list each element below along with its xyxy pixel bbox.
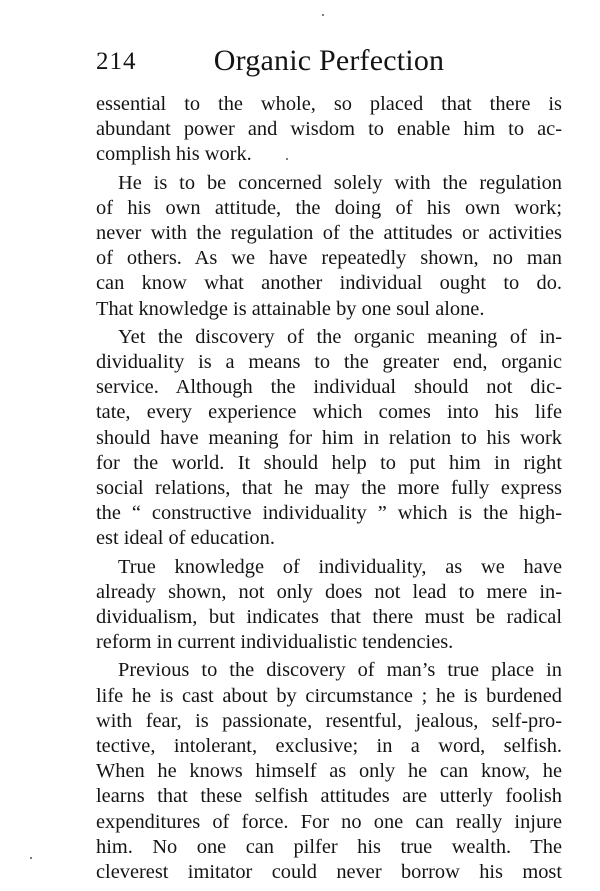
text-line: tective, intolerant, exclusive; in a word, selfish. xyxy=(96,735,562,758)
text-line: est ideal of education. xyxy=(96,527,275,550)
text-line: Yet the discovery of the organic meaning of in- xyxy=(118,325,562,348)
paper-speck xyxy=(30,857,32,859)
text-line: never with the regulation of the attitudes or activities xyxy=(96,222,562,245)
body-text xyxy=(96,92,562,888)
text-line: True knowledge of individuality, as we have xyxy=(118,555,562,578)
text-line: expenditures of force. For no one can really injure xyxy=(96,810,562,833)
text-line: abundant power and wisdom to enable him to ac- xyxy=(96,118,562,141)
text-line: essential to the whole, so placed that there is xyxy=(96,93,562,115)
text-line: That knowledge is attainable by one soul alone. xyxy=(96,297,485,320)
text-line: should have meaning for him in relation to his work xyxy=(96,426,562,449)
text-line: dividuality is a means to the greater end, organic xyxy=(96,351,562,374)
page-number: 214 xyxy=(96,48,137,75)
text-line: with fear, is passionate, resentful, jealous, self-pro- xyxy=(96,709,562,732)
text-line: service. Although the individual should not dic- xyxy=(96,376,562,399)
text-line: He is to be concerned solely with the regulation xyxy=(118,171,562,194)
paper-speck xyxy=(322,14,324,16)
text-line: the “ constructive individuality ” which is the high- xyxy=(96,502,562,525)
text-line: reform in current individualistic tendencies. xyxy=(96,631,454,654)
text-line: of others. As we have repeatedly shown, no man xyxy=(96,247,562,270)
text-line: complish his work. xyxy=(96,143,252,166)
paragraph xyxy=(96,92,562,168)
text-line: already shown, not only does not lead to mere in- xyxy=(96,580,562,603)
text-line: him. No one can pilfer his true wealth. The xyxy=(96,835,562,858)
text-line: social relations, that he may the more fully express xyxy=(96,477,562,500)
paragraph xyxy=(96,325,562,552)
text-line: life he is cast about by circumstance ; he is burdened xyxy=(96,684,562,707)
paragraph xyxy=(96,555,562,656)
text-line: of his own attitude, the doing of his own work; xyxy=(96,196,562,219)
text-line: learns that these selfish attitudes are utterly foolish xyxy=(96,785,562,808)
text-line: tate, every experience which comes into his life xyxy=(96,401,562,424)
text-line: dividualism, but indicates that there must be radical xyxy=(96,606,562,629)
paragraph xyxy=(96,658,562,885)
running-title: Organic Perfection xyxy=(213,44,445,77)
text-line: When he knows himself as only he can know, he xyxy=(96,760,562,783)
text-line: Previous to the discovery of man’s true place in xyxy=(118,659,562,682)
page-header xyxy=(96,44,562,80)
paragraph xyxy=(96,171,562,322)
text-line: for the world. It should help to put him in right xyxy=(96,451,562,474)
text-line: can know what another individual ought to do. xyxy=(96,272,562,295)
text-line: cleverest imitator could never borrow his most xyxy=(96,861,562,884)
paper-speck xyxy=(286,158,288,160)
